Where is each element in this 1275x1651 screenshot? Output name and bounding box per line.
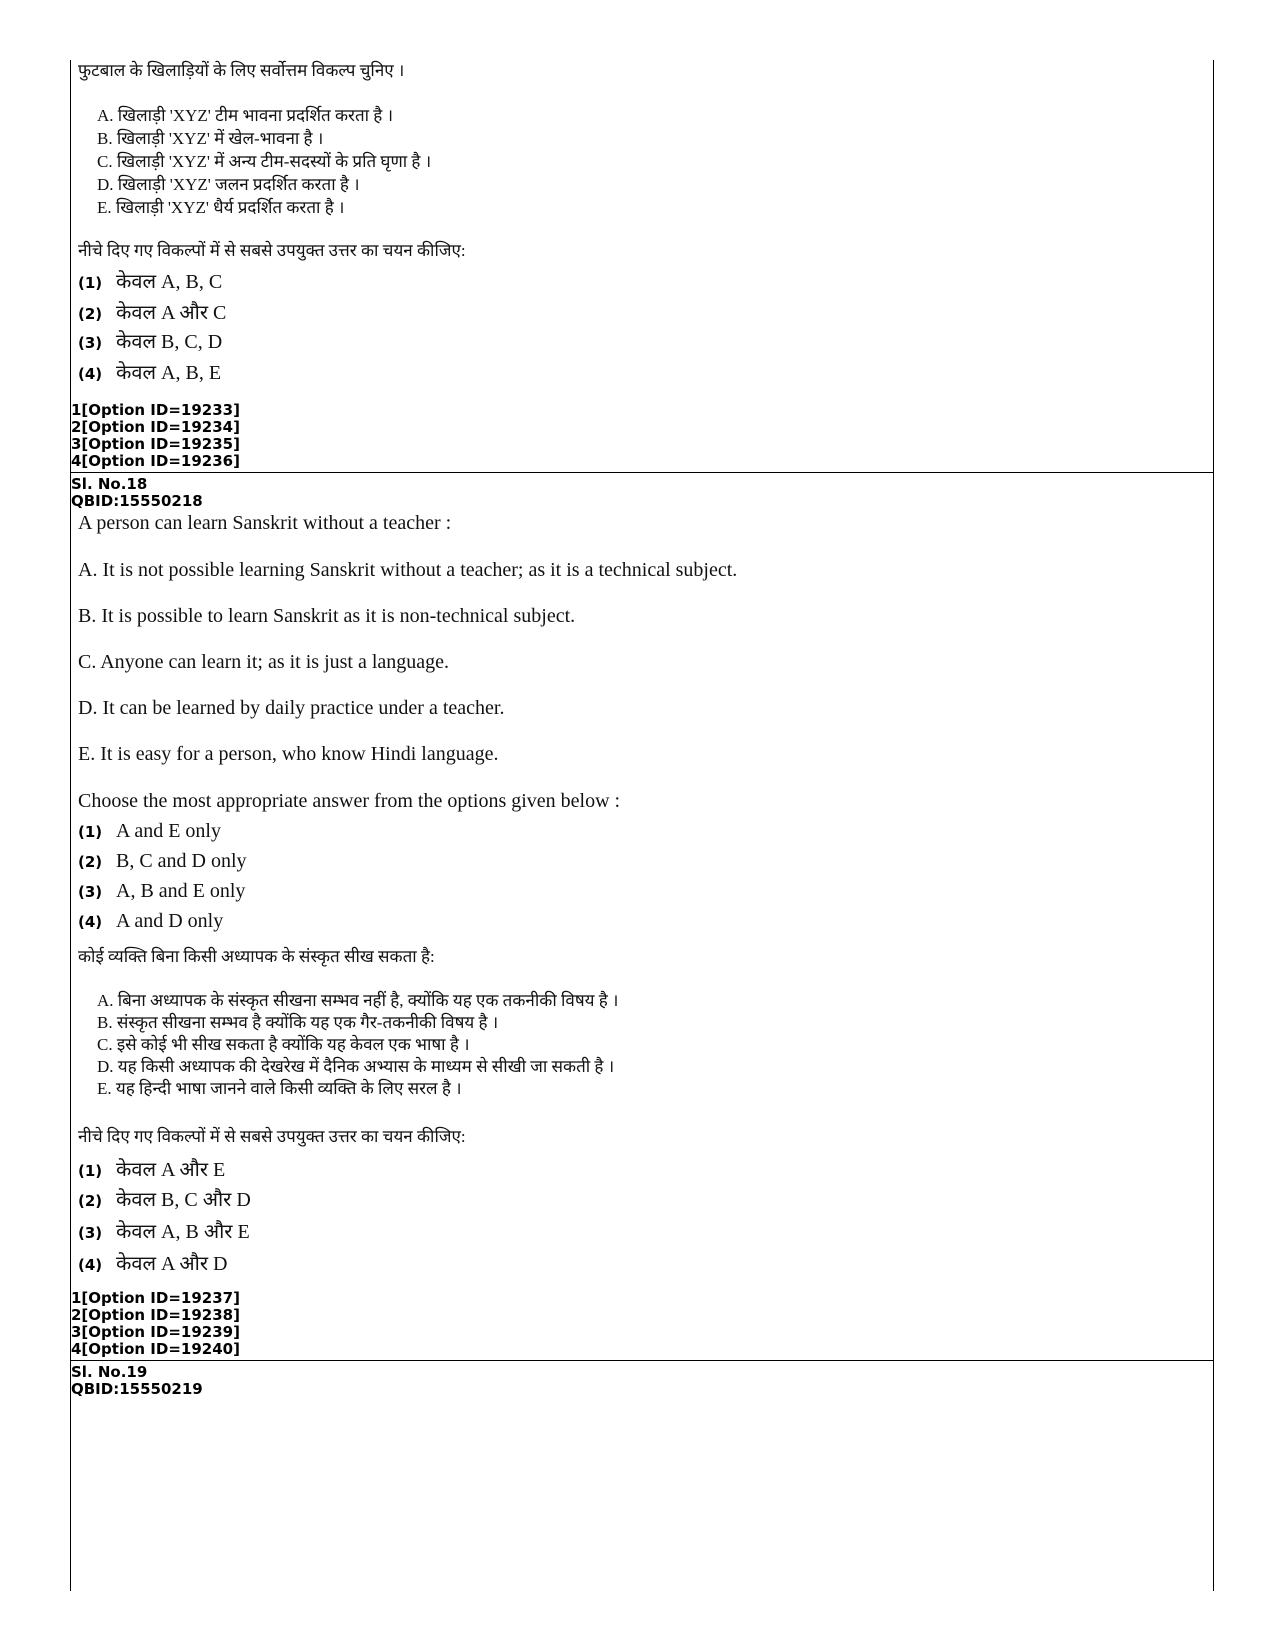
option-text: केवल A, B, C [116, 271, 223, 293]
statement-list [97, 104, 431, 219]
statement-e: E. यह हिन्दी भाषा जानने वाले किसी व्यक्ति के लिए सरल है । [97, 1079, 462, 1098]
option-number: (4) [78, 1256, 103, 1274]
option-2[interactable] [78, 298, 226, 325]
option-number: (4) [78, 365, 103, 383]
question-text-hindi: कोई व्यक्ति बिना किसी अध्यापक के संस्कृत सीख सकता है: [78, 947, 435, 966]
choose-instruction: Choose the most appropriate answer from the options given below : [78, 790, 621, 812]
divider [70, 472, 1213, 473]
statement-b: B. खिलाड़ी 'XYZ' में खेल-भावना है । [97, 129, 324, 148]
question-frame [70, 60, 1214, 1591]
option-2[interactable] [78, 1185, 251, 1212]
option-id: 1[Option ID=19237] [71, 1289, 240, 1307]
option-id: 3[Option ID=19239] [71, 1323, 240, 1341]
option-id: 4[Option ID=19240] [71, 1340, 240, 1358]
statement-d: D. यह किसी अध्यापक की देखरेख में दैनिक अभ्यास के माध्यम से सीखी जा सकती है । [97, 1057, 615, 1076]
statement-e: E. It is easy for a person, who know Hindi language. [78, 743, 499, 765]
option-number: (3) [78, 1224, 103, 1242]
option-id: 2[Option ID=19234] [71, 418, 240, 436]
option-number: (1) [78, 823, 103, 841]
option-number: (4) [78, 913, 103, 931]
option-text: केवल A और E [116, 1159, 226, 1181]
option-text: A and E only [116, 820, 221, 842]
option-1[interactable] [78, 820, 221, 843]
question-header [71, 1364, 203, 1398]
statement-e: E. खिलाड़ी 'XYZ' धैर्य प्रदर्शित करता है । [97, 198, 345, 217]
statement-d: D. खिलाड़ी 'XYZ' जलन प्रदर्शित करता है । [97, 175, 360, 194]
statement-a: A. बिना अध्यापक के संस्कृत सीखना सम्भव नहीं है, क्योंकि यह एक तकनीकी विषय है । [97, 991, 619, 1010]
option-number: (1) [78, 274, 103, 292]
option-4[interactable] [78, 910, 223, 933]
option-id: 4[Option ID=19236] [71, 452, 240, 470]
question-intro: फुटबाल के खिलाड़ियों के लिए सर्वोत्तम विकल्प चुनिए । [78, 61, 405, 80]
option-text: केवल B, C, D [116, 331, 223, 353]
option-number: (3) [78, 883, 103, 901]
qbid: QBID:15550218 [71, 492, 203, 510]
option-id-list [71, 402, 240, 470]
qbid: QBID:15550219 [71, 1380, 203, 1398]
option-id-list [71, 1290, 240, 1358]
option-text: A and D only [116, 910, 224, 932]
option-4[interactable] [78, 358, 221, 385]
option-number: (3) [78, 334, 103, 352]
statement-list-hindi [97, 990, 618, 1100]
option-number: (2) [78, 305, 103, 323]
statement-d: D. It can be learned by daily practice under a teacher. [78, 697, 505, 719]
question-header [71, 476, 203, 510]
option-id: 2[Option ID=19238] [71, 1306, 240, 1324]
serial-number: Sl. No.19 [71, 1363, 148, 1381]
statement-a: A. It is not possible learning Sanskrit without a teacher; as it is a technical subject. [78, 559, 738, 581]
serial-number: Sl. No.18 [71, 475, 148, 493]
divider [70, 1360, 1213, 1361]
option-text: A, B and E only [116, 880, 246, 902]
option-id: 1[Option ID=19233] [71, 401, 240, 419]
question-text: A person can learn Sanskrit without a teacher : [78, 512, 452, 534]
statement-b: B. संस्कृत सीखना सम्भव है क्योंकि यह एक गैर-तकनीकी विषय है । [97, 1013, 499, 1032]
option-text: केवल B, C और D [116, 1189, 251, 1211]
option-number: (2) [78, 1192, 103, 1210]
option-3[interactable] [78, 1217, 250, 1244]
statement-c: C. Anyone can learn it; as it is just a language. [78, 651, 450, 673]
option-3[interactable] [78, 327, 222, 354]
option-number: (2) [78, 853, 103, 871]
option-text: केवल A, B और E [116, 1221, 250, 1243]
option-4[interactable] [78, 1249, 227, 1276]
option-text: B, C and D only [116, 850, 247, 872]
option-text: केवल A और C [116, 302, 227, 324]
option-id: 3[Option ID=19235] [71, 435, 240, 453]
option-1[interactable] [78, 1155, 225, 1182]
option-text: केवल A, B, E [116, 362, 222, 384]
statement-c: C. इसे कोई भी सीख सकता है क्योंकि यह केवल एक भाषा है । [97, 1035, 470, 1054]
statement-c: C. खिलाड़ी 'XYZ' में अन्य टीम-सदस्यों के प्रति घृणा है । [97, 152, 432, 171]
choose-instruction: नीचे दिए गए विकल्पों में से सबसे उपयुक्त उत्तर का चयन कीजिए: [78, 241, 466, 260]
option-number: (1) [78, 1162, 103, 1180]
option-2[interactable] [78, 850, 247, 873]
option-text: केवल A और D [116, 1253, 228, 1275]
option-1[interactable] [78, 267, 222, 294]
statement-a: A. खिलाड़ी 'XYZ' टीम भावना प्रदर्शित करता है । [97, 106, 394, 125]
statement-b: B. It is possible to learn Sanskrit as it is non-technical subject. [78, 605, 576, 627]
option-3[interactable] [78, 880, 245, 903]
choose-instruction-hindi: नीचे दिए गए विकल्पों में से सबसे उपयुक्त उत्तर का चयन कीजिए: [78, 1127, 466, 1146]
